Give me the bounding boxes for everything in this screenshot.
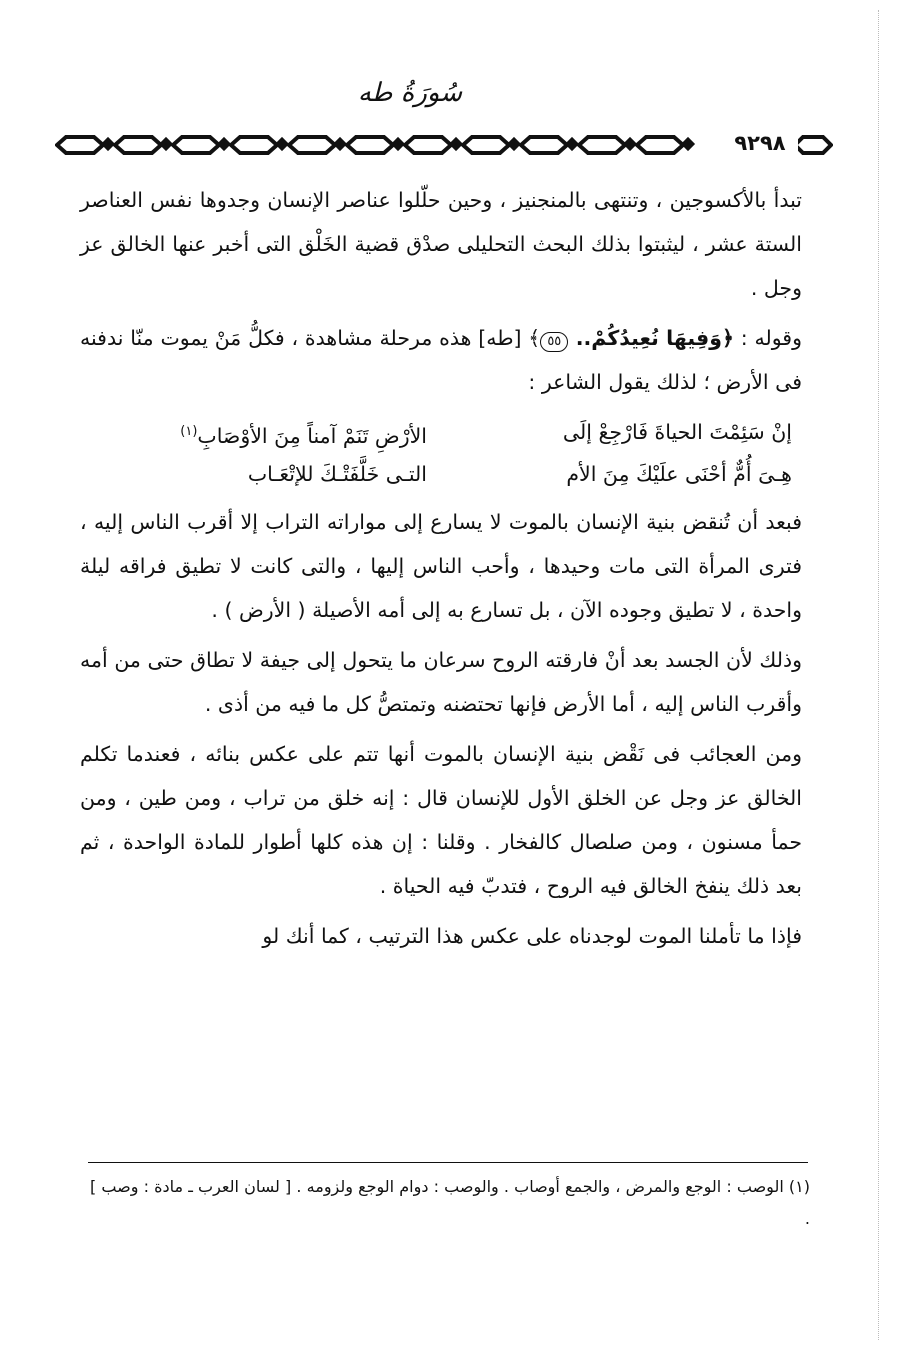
scan-edge [872, 10, 879, 1340]
footnote: (١) الوصب : الوجع والمرض ، والجمع أوصاب . والوصب : دوام الوجع ولزومه . [ لسان العرب ـ مادة : وصب ] . [90, 1177, 810, 1228]
chain-link [231, 137, 277, 153]
quran-quote: ﴿وَفِيهَا نُعِيدُكُمْ.. [568, 326, 734, 350]
surah-title: سُورَةُ طه [357, 78, 463, 108]
poem-line [80, 412, 802, 452]
chain-dot [220, 140, 228, 148]
chain-dot [452, 140, 460, 148]
paragraph-lead: وقوله : [733, 326, 802, 350]
chain-dot [568, 140, 576, 148]
footnote-reference[interactable]: (١) [180, 424, 198, 439]
paragraph: وذلك لأن الجسد بعد أنْ فارقته الروح سرعان ما يتحول إلى جيفة لا تطاق حتى من أمه وأقرب الناس إليه ، أما الأرض فإنها تحتضنه وتمتصُّ كل ما فيه من أذى . [80, 648, 802, 716]
paragraph: تبدأ بالأكسوجين ، وتنتهى بالمنجنيز ، وحين حلّلوا عناصر الإنسان وجدوها نفس العناصر الستة عشر ، ليثبتوا بذلك البحث التحليلى صدْق قضية الخَلْق التى أخبر عنها الخالق عز وجل . [80, 188, 802, 300]
page-number: ٩٢٩٨ [722, 128, 798, 158]
paragraph: فإذا ما تأملنا الموت لوجدناه على عكس هذا الترتيب ، كما أنك لو [262, 924, 802, 948]
ornamental-border [55, 128, 833, 162]
chain-link [173, 137, 219, 153]
chain-link [57, 137, 103, 153]
poem-line [80, 454, 802, 494]
chain-dot [278, 140, 286, 148]
chain-link [289, 137, 335, 153]
poem-hemistich: هِـىَ أُمٌّ أحْنَى علَيْكَ مِنَ الأم [566, 462, 792, 486]
chain-link [637, 137, 683, 153]
chain-link [795, 137, 831, 153]
chain-dot [104, 140, 112, 148]
chain-link [405, 137, 451, 153]
poem-hemistich: الأرْضِ تَنَمْ آمناً مِنَ الأوْصَابِ$^{(١)}$ [180, 423, 427, 448]
chain-link [347, 137, 393, 153]
chain-link [579, 137, 625, 153]
chain-dot [626, 140, 634, 148]
chain-link [521, 137, 567, 153]
poem [80, 412, 802, 494]
page-body [80, 178, 802, 958]
chain-link [463, 137, 509, 153]
paragraph: فبعد أن تُنقض بنية الإنسان بالموت لا يسارع إلى مواراته التراب إلا أقرب الناس إليه ، فترى المرأة التى مات وحيدها ، وأحب الناس إليها ، والتى كانت لا تطيق فراقه ليلة واحدة ، لا تطيق وجوده الآن ، بل تسارع به إلى أمه الأصيلة ( الأرض ) . [80, 510, 802, 622]
footnote-divider [88, 1162, 808, 1163]
poem-hemistich: إنْ سَئِمْتَ الحياةَ فَارْجِعْ إلَى [562, 420, 792, 444]
chain-link [115, 137, 161, 153]
paragraph: ومن العجائب فى نَقْض بنية الإنسان بالموت أنها تتم على عكس بنائه ، فعندما تكلم الخالق عز وجل عن الخلق الأول للإنسان قال : إنه خلق من تراب ، ومن طين ، ومن حمأ مسنون ، ومن صلصال كالفخار . وقلنا : إن هذه كلها أطوار للمادة الواحدة ، ثم بعد ذلك ينفخ الخالق فيه الروح ، فتدبّ فيه الحياة . [80, 742, 802, 898]
chain-dot [510, 140, 518, 148]
paragraph [80, 316, 802, 404]
poem-hemistich: التـى خَلَّفَتْـكَ للإتْعَـاب [247, 462, 427, 486]
chain-dot [162, 140, 170, 148]
chain-dot [684, 140, 692, 148]
chain-dot [394, 140, 402, 148]
verse-number: ٥٥ [540, 332, 568, 352]
paragraph-text: ﴾ [طه] هذه مرحلة مشاهدة ، فكلُّ مَنْ يموت منّا ندفنه فى الأرض ؛ لذلك يقول الشاعر : [80, 326, 802, 394]
chain-dot [336, 140, 344, 148]
